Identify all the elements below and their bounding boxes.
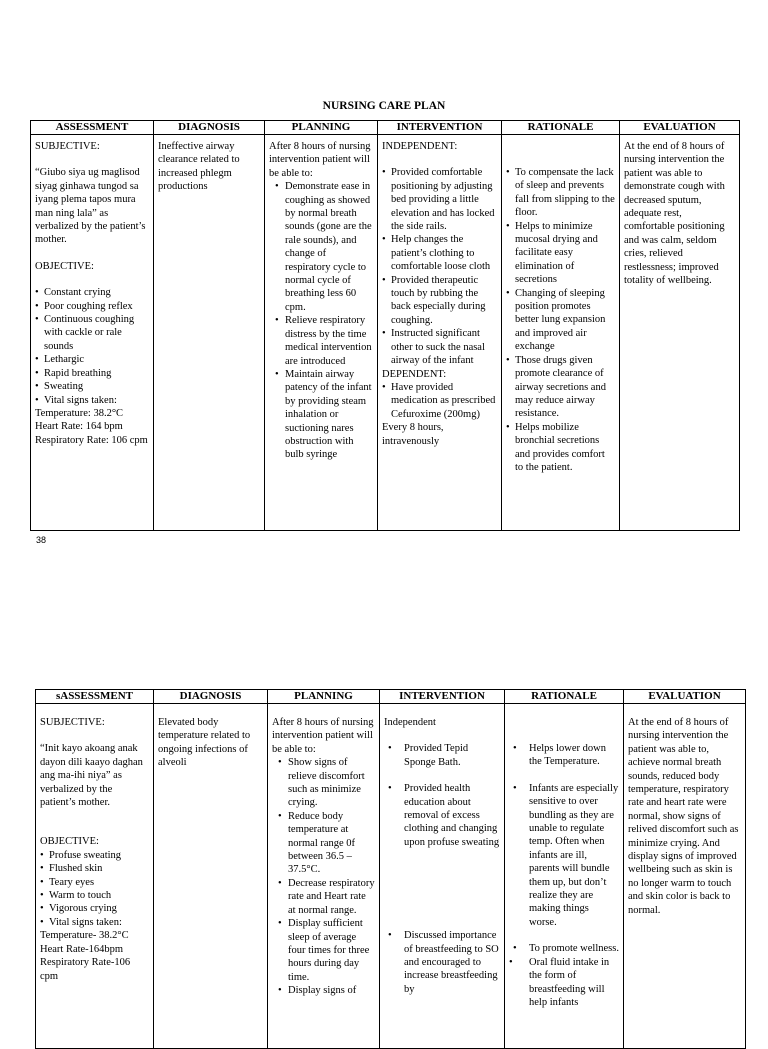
subjective-label: SUBJECTIVE: [40,717,105,728]
planning-cell [268,704,380,1049]
header-assessment: sASSESSMENT [36,690,154,704]
list-item: • Vital signs taken: [40,916,149,929]
objective-label: OBJECTIVE: [40,836,99,848]
list-item: • Helps lower down the Temperature. [509,742,619,769]
header-planning: PLANNING [268,690,380,704]
subjective-label: SUBJECTIVE: [35,141,100,152]
assessment-cell [31,135,154,531]
dependent-list [382,381,497,421]
list-item: • Reduce body temperature at normal range 0f between 36.5 – 37.5°C. [272,810,375,877]
subjective-quote: “Init kayo akoang anak dayon dili kaayo daghan ang ma-ihi niya” as verbalized by the patient’s mother. [40,743,143,809]
list-item: • Help changes the patient’s clothing to comfortable loose cloth [382,233,497,273]
independent-list [382,166,497,367]
rationale-cell [502,135,620,531]
evaluation-cell [624,704,746,1049]
objective-label: OBJECTIVE: [35,260,94,272]
list-item: • Provided therapeutic touch by rubbing the back especially during coughing. [382,274,497,328]
list-item: • Show signs of relieve discomfort such as minimize crying. [272,756,375,810]
header-intervention: INTERVENTION [378,121,502,135]
intervention-list [384,742,500,849]
list-item: • Oral fluid intake in the form of breastfeeding will help infants [509,956,619,1010]
list-item: • To compensate the lack of sleep and prevents fall from slipping to the floor. [506,166,615,220]
list-item: • Changing of sleeping position promotes better lung expansion and improved air exchange [506,287,615,354]
list-item: • Infants are especially sensitive to over bundling as they are unable to regulate temp. Often when infants are ill, parents will bundle them up, but don’t realize they are making things worse. [509,782,619,929]
header-rationale: RATIONALE [505,690,624,704]
vital-heart-rate: Heart Rate-164bpm [40,943,124,955]
planning-cell [265,135,378,531]
list-item: • Helps mobilize bronchial secretions and provides comfort to the patient. [506,421,615,475]
list-item: • Profuse sweating [40,849,149,862]
header-rationale: RATIONALE [502,121,620,135]
evaluation-cell [620,135,740,531]
list-item: • Vital signs taken: [35,394,149,407]
rationale-list-3 [509,956,619,1010]
vital-respiratory-rate: Respiratory Rate-106 cpm [40,957,131,982]
table-header-row [31,121,740,135]
list-item: • Instructed significant other to suck the nasal airway of the infant [382,327,497,367]
list-item: • Rapid breathing [35,367,149,380]
list-item: • Vigorous crying [40,902,149,915]
header-evaluation: EVALUATION [624,690,746,704]
diagnosis-cell [154,135,265,531]
header-evaluation: EVALUATION [620,121,740,135]
care-plan-table-2 [35,689,746,1049]
rationale-list-2 [509,942,619,955]
header-planning: PLANNING [265,121,378,135]
vital-heart-rate: Heart Rate: 164 bpm [35,421,123,433]
list-item: • Sweating [35,380,149,393]
rationale-cell [505,704,624,1049]
evaluation-text: At the end of 8 hours of nursing intervention the patient was able to, achieve normal breath sounds, reduced body temperature, respiratory rate and heart rate were normal, show signs of relived discomfort such as minimize crying. And display signs of improved wellbeing such as skin is no longer warm to touch and skin color is back to normal. [628,717,739,916]
independent-label: Independent [384,717,436,728]
page-number: 38 [36,535,47,545]
table-header-row [36,690,746,704]
list-item: • Have provided medication as prescribed Cefuroxime (200mg) [382,381,497,421]
list-item: • Flushed skin [40,862,149,875]
dependent-label: DEPENDENT: [382,368,447,380]
list-item: • Demonstrate ease in coughing as showed by normal breath sounds (gone are the rale sounds), and change of respiratory cycle to normal cycle of breathing less 60 cpm. [269,180,373,314]
list-item: • Constant crying [35,286,149,299]
header-intervention: INTERVENTION [380,690,505,704]
list-item: • Display signs of [272,984,375,997]
list-item: • Relieve respiratory distress by the time medical intervention are introduced [269,314,373,368]
header-diagnosis: DIAGNOSIS [154,121,265,135]
assessment-cell [36,704,154,1049]
list-item: • Discussed importance of breastfeeding to SO and encouraged to increase breastfeeding by [384,929,500,996]
list-item: • Warm to touch [40,889,149,902]
objective-list [40,849,149,929]
list-item: • Provided comfortable positioning by adjusting bed providing a little elevation and has locked the side rails. [382,166,497,233]
diagnosis-text: Elevated body temperature related to ongoing infections of alveoli [158,717,251,769]
list-item: • To promote wellness. [509,942,619,955]
planning-intro: After 8 hours of nursing intervention patient will be able to: [272,717,374,755]
objective-list [35,286,149,407]
header-assessment: ASSESSMENT [31,121,154,135]
header-diagnosis: DIAGNOSIS [154,690,268,704]
rationale-list [509,742,619,929]
planning-list [269,180,373,462]
list-item: • Provided Tepid Sponge Bath. [384,742,500,769]
vital-temperature: Temperature- 38.2°C [40,930,129,942]
vital-respiratory-rate: Respiratory Rate: 106 cpm [35,434,148,446]
subjective-quote: “Giubo siya ug maglisod siyag ginhawa tungod sa iyang plema tapos mura man ning lala” as verbalized by the patient’s mother. [35,167,146,246]
dependent-note: Every 8 hours, intravenously [382,422,444,447]
diagnosis-text: Ineffective airway clearance related to increased phlegm productions [158,141,240,193]
table-row [31,135,740,531]
intervention-list-2 [384,929,500,996]
rationale-list [506,166,615,474]
list-item: • Provided health education about removal of excess clothing and changing upon profuse sweating [384,782,500,849]
planning-list [272,756,375,997]
intervention-cell [380,704,505,1049]
list-item: • Poor coughing reflex [35,300,149,313]
list-item: • Helps to minimize mucosal drying and facilitate easy elimination of secretions [506,220,615,287]
diagnosis-cell [154,704,268,1049]
list-item: • Lethargic [35,353,149,366]
list-item: • Teary eyes [40,876,149,889]
table-row [36,704,746,1049]
list-item: • Continuous coughing with cackle or rale sounds [35,313,149,353]
list-item: • Display sufficient sleep of average four times for three hours during day time. [272,917,375,984]
care-plan-table-1 [30,120,740,531]
page-title: NURSING CARE PLAN [322,100,446,112]
list-item: • Decrease respiratory rate and Heart rate at normal range. [272,877,375,917]
intervention-cell [378,135,502,531]
list-item: • Those drugs given promote clearance of airway secretions and may reduce airway resistance. [506,354,615,421]
planning-intro: After 8 hours of nursing intervention patient will be able to: [269,141,371,179]
evaluation-text: At the end of 8 hours of nursing intervention the patient was able to demonstrate cough with decreased sputum, adequate rest, comfortable positioning and was calm, seldom cries, relieved restlessness; improved totality of wellbeing. [624,141,725,287]
vital-temperature: Temperature: 38.2°C [35,407,124,419]
list-item: • Maintain airway patency of the infant by providing steam inhalation or suctioning nares obstruction with bulb syringe [269,368,373,462]
independent-label: INDEPENDENT: [382,141,458,152]
